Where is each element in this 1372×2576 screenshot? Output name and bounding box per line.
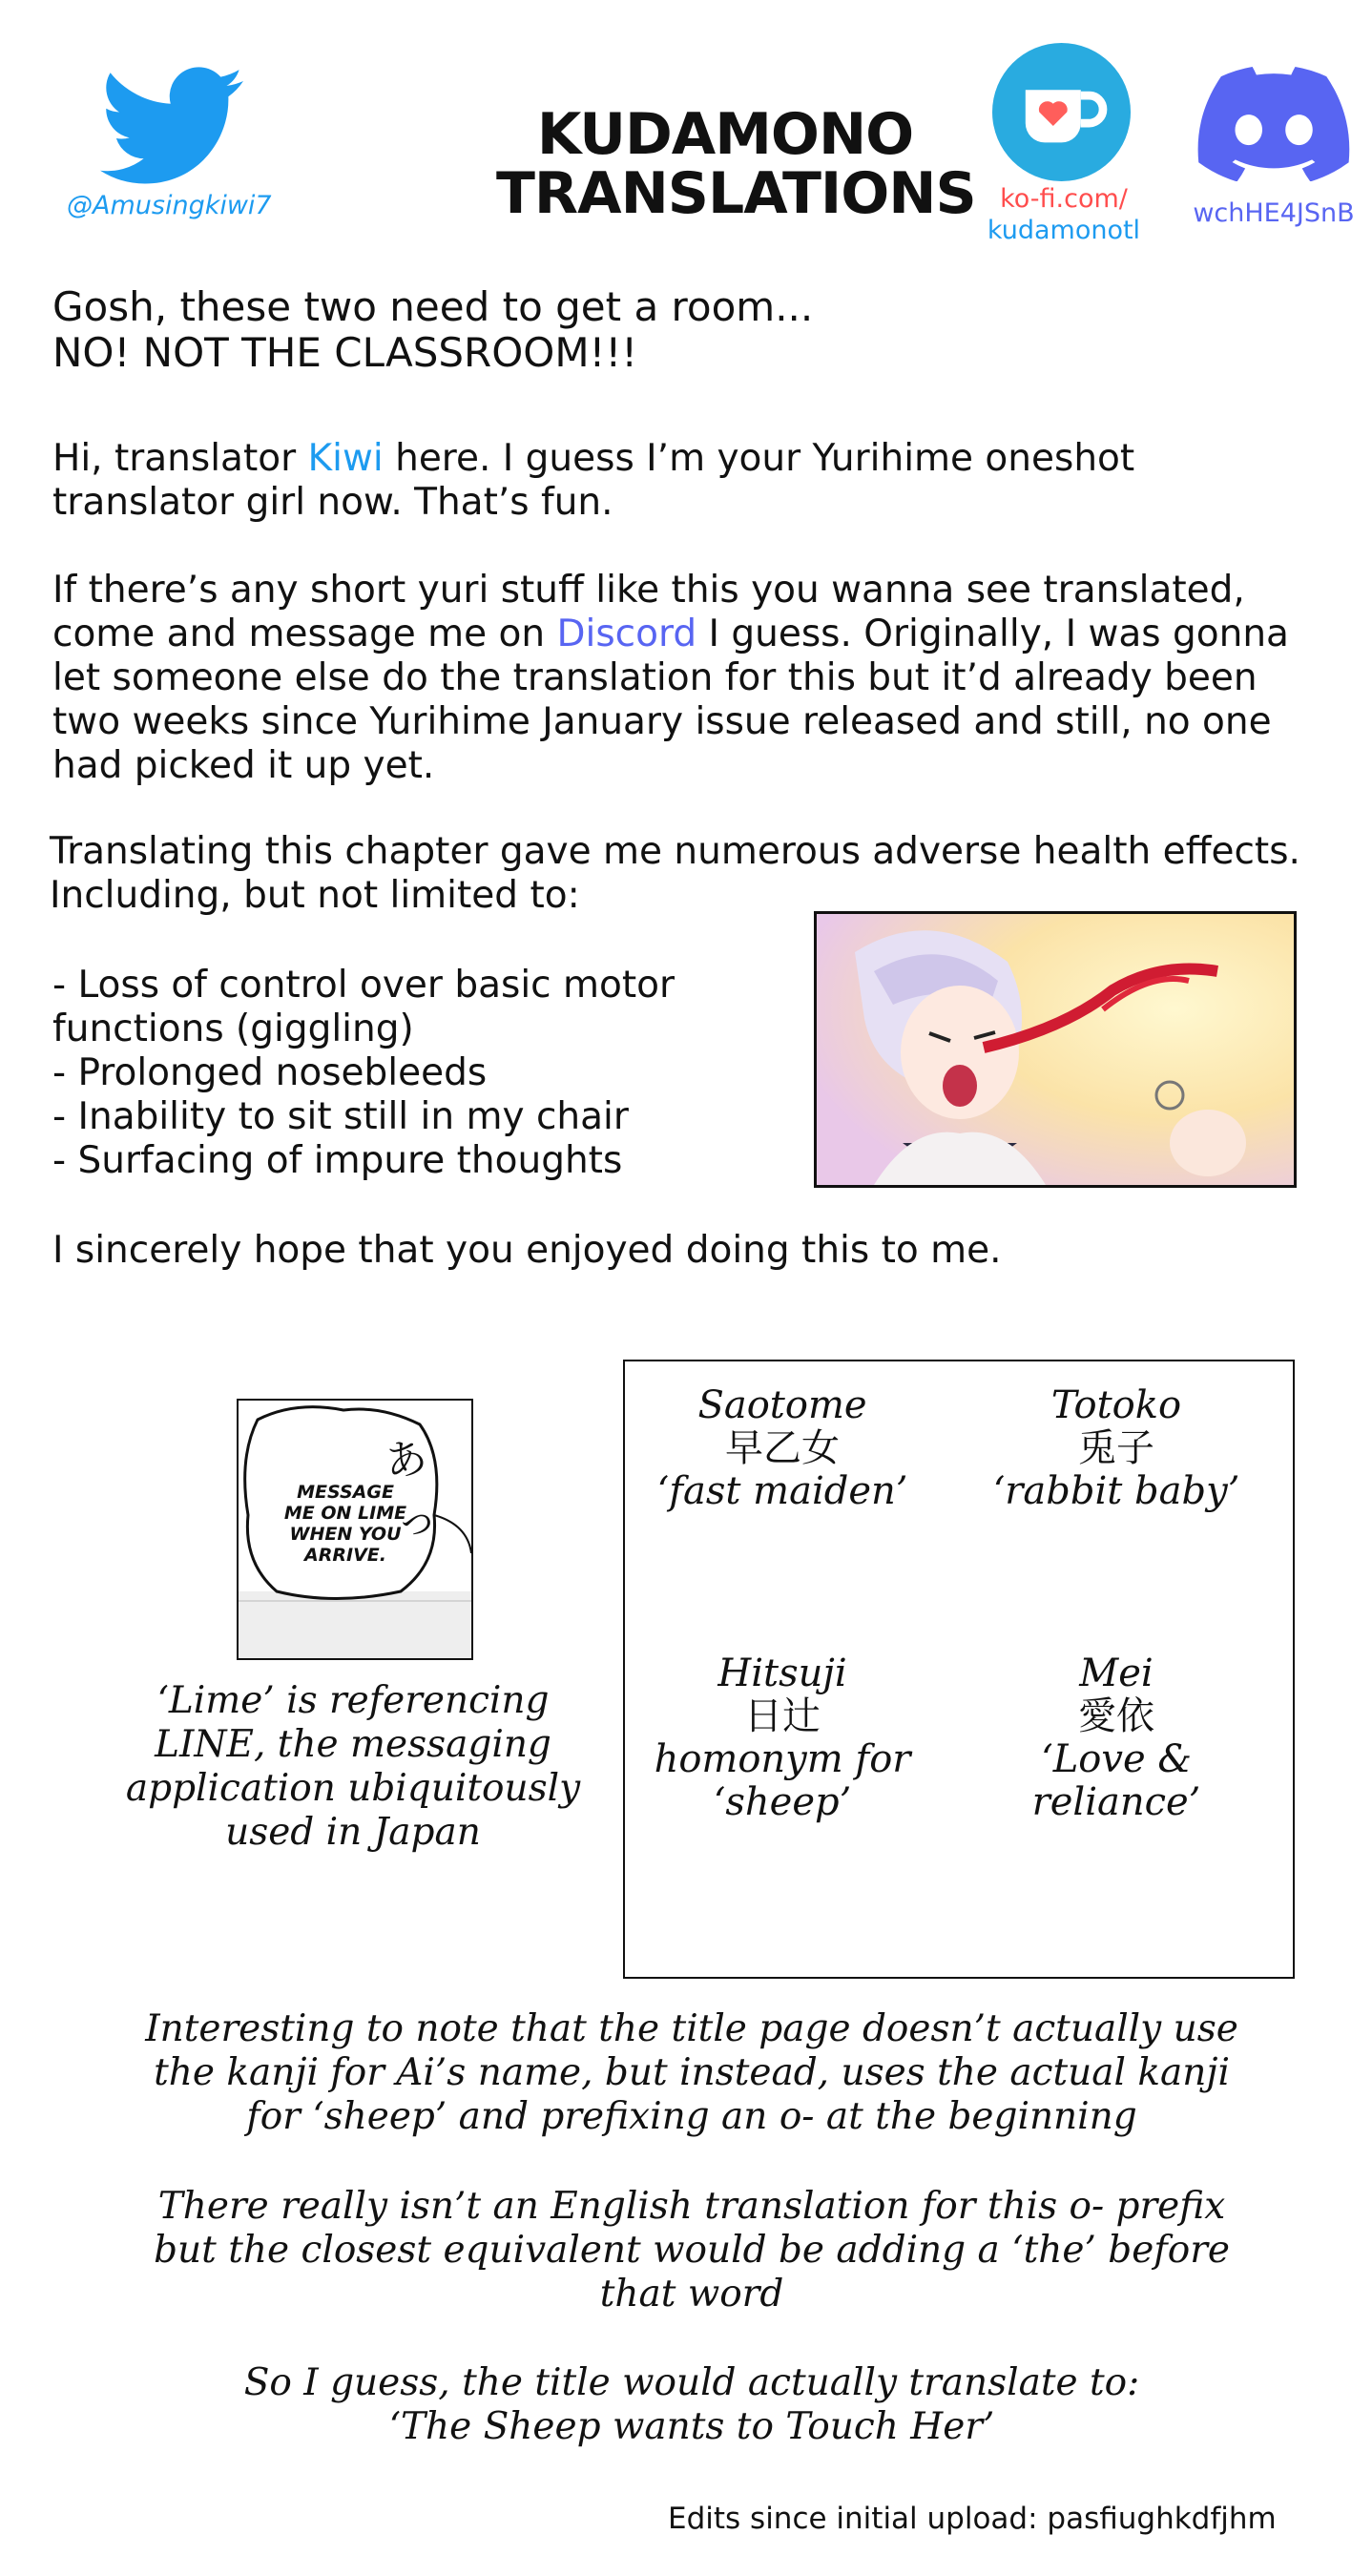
p2-line1: If there’s any short yuri stuff like this you wanna see translated, xyxy=(52,569,1245,612)
name-meaning-line2: ‘sheep’ xyxy=(713,1780,852,1824)
note-line: but the closest equivalent would be adding a ‘the’ before xyxy=(154,2229,1230,2272)
name-kanji: 愛依 xyxy=(1078,1694,1154,1738)
headline xyxy=(52,284,1360,376)
kofi-cup-icon[interactable] xyxy=(992,43,1131,181)
discord-link[interactable]: Discord xyxy=(556,613,697,655)
brand-title-line1: KUDAMONO xyxy=(536,101,914,168)
note-line: ‘The Sheep wants to Touch Her’ xyxy=(388,2405,995,2448)
list-item: - Prolonged nosebleeds xyxy=(52,1051,488,1094)
kofi-link[interactable] xyxy=(964,183,1164,246)
name-entry-totoko xyxy=(959,1384,1274,1513)
sfx-text: あっ xyxy=(381,1432,442,1548)
p2-line5: had picked it up yet. xyxy=(52,744,435,787)
lime-note xyxy=(95,1679,611,1855)
name-entry-saotome xyxy=(625,1384,940,1513)
lime-note-line: ‘Lime’ is referencing xyxy=(156,1679,550,1722)
list-item: - Inability to sit still in my chair xyxy=(52,1095,629,1138)
title-translation-note xyxy=(57,2361,1326,2449)
name-meaning: homonym for xyxy=(654,1737,911,1781)
kofi-link-line1[interactable]: ko-fi.com/ xyxy=(1000,184,1128,214)
closing-line: I sincerely hope that you enjoyed doing this to me. xyxy=(52,1229,1002,1272)
twitter-logo-icon[interactable] xyxy=(100,67,243,186)
anime-nosebleed-image xyxy=(814,911,1297,1188)
bubble-line: ME ON LIME xyxy=(283,1503,407,1524)
twitter-handle[interactable]: @Amusingkiwi7 xyxy=(67,191,272,220)
manga-speech-bubble-panel xyxy=(237,1399,473,1660)
p2-line4: two weeks since Yurihime January issue released and still, no one xyxy=(52,700,1272,743)
name-romaji: Totoko xyxy=(1050,1383,1182,1427)
intro-paragraph-3 xyxy=(50,830,1357,918)
name-kanji: 早乙女 xyxy=(725,1426,840,1470)
name-romaji: Saotome xyxy=(697,1383,867,1427)
name-kanji: 日辻 xyxy=(744,1694,821,1738)
note-line: Interesting to note that the title page doesn’t actually use xyxy=(145,2007,1238,2050)
p3-line1: Translating this chapter gave me numerous adverse health effects. xyxy=(50,830,1300,873)
edits-footer: Edits since initial upload: pasfiughkdfjhm xyxy=(668,2502,1277,2536)
note-line: the kanji for Ai’s name, but instead, uses the actual kanji xyxy=(154,2051,1230,2094)
headline-line1: Gosh, these two need to get a room... xyxy=(52,283,814,330)
p2-before: come and message me on xyxy=(52,613,557,655)
kofi-link-line2[interactable]: kudamonotl xyxy=(987,216,1141,245)
bubble-line: WHEN YOU xyxy=(289,1524,402,1545)
brand-title-line2: TRANSLATIONS xyxy=(496,160,976,227)
p1-after: here. I guess I’m your Yurihime oneshot xyxy=(383,437,1135,480)
note-line: that word xyxy=(599,2273,784,2316)
note-line: for ‘sheep’ and prefixing an o- at the beginning xyxy=(246,2095,1137,2138)
name-romaji: Hitsuji xyxy=(717,1652,847,1695)
lime-note-line: application ubiquitously xyxy=(125,1767,581,1810)
title-kanji-note xyxy=(57,2007,1326,2139)
name-kanji: 兎子 xyxy=(1078,1426,1154,1470)
note-line: There really isn’t an English translation for this o- prefix xyxy=(157,2185,1226,2228)
name-romaji: Mei xyxy=(1079,1652,1154,1695)
character-names-box xyxy=(623,1360,1295,1979)
name-entry-mei xyxy=(959,1652,1274,1824)
intro-paragraph-2 xyxy=(52,569,1360,788)
list-item: - Surfacing of impure thoughts xyxy=(52,1139,623,1182)
discord-invite-code[interactable]: wchHE4JSnB xyxy=(1193,198,1355,228)
bubble-line: MESSAGE xyxy=(297,1482,394,1503)
p2-after: I guess. Originally, I was gonna xyxy=(696,613,1289,655)
discord-logo-icon[interactable] xyxy=(1197,67,1350,181)
brand-title xyxy=(496,101,976,227)
p1-before: Hi, translator xyxy=(52,437,308,480)
prefix-note xyxy=(57,2185,1326,2316)
bubble-line: ARRIVE. xyxy=(304,1545,386,1566)
name-entry-hitsuji xyxy=(625,1652,940,1824)
translator-name-kiwi: Kiwi xyxy=(307,437,384,480)
p2-line3: let someone else do the translation for this but it’d already been xyxy=(52,656,1258,699)
lime-note-line: used in Japan xyxy=(225,1811,481,1854)
list-item: - Loss of control over basic motor xyxy=(52,964,676,1007)
name-meaning: ‘rabbit baby’ xyxy=(992,1469,1240,1513)
name-meaning: ‘fast maiden’ xyxy=(656,1469,908,1513)
p3-line2: Including, but not limited to: xyxy=(50,874,580,917)
intro-paragraph-1 xyxy=(52,437,1360,525)
lime-note-line: LINE, the messaging xyxy=(155,1723,551,1766)
headline-line2: NO! NOT THE CLASSROOM!!! xyxy=(52,329,638,376)
name-meaning-line2: reliance’ xyxy=(1031,1780,1201,1824)
note-line: So I guess, the title would actually translate to: xyxy=(243,2361,1140,2404)
list-item: functions (giggling) xyxy=(52,1008,414,1050)
p1-line2: translator girl now. That’s fun. xyxy=(52,481,613,524)
health-effects-list xyxy=(52,964,778,1183)
name-meaning: ‘Love & xyxy=(1041,1737,1192,1781)
